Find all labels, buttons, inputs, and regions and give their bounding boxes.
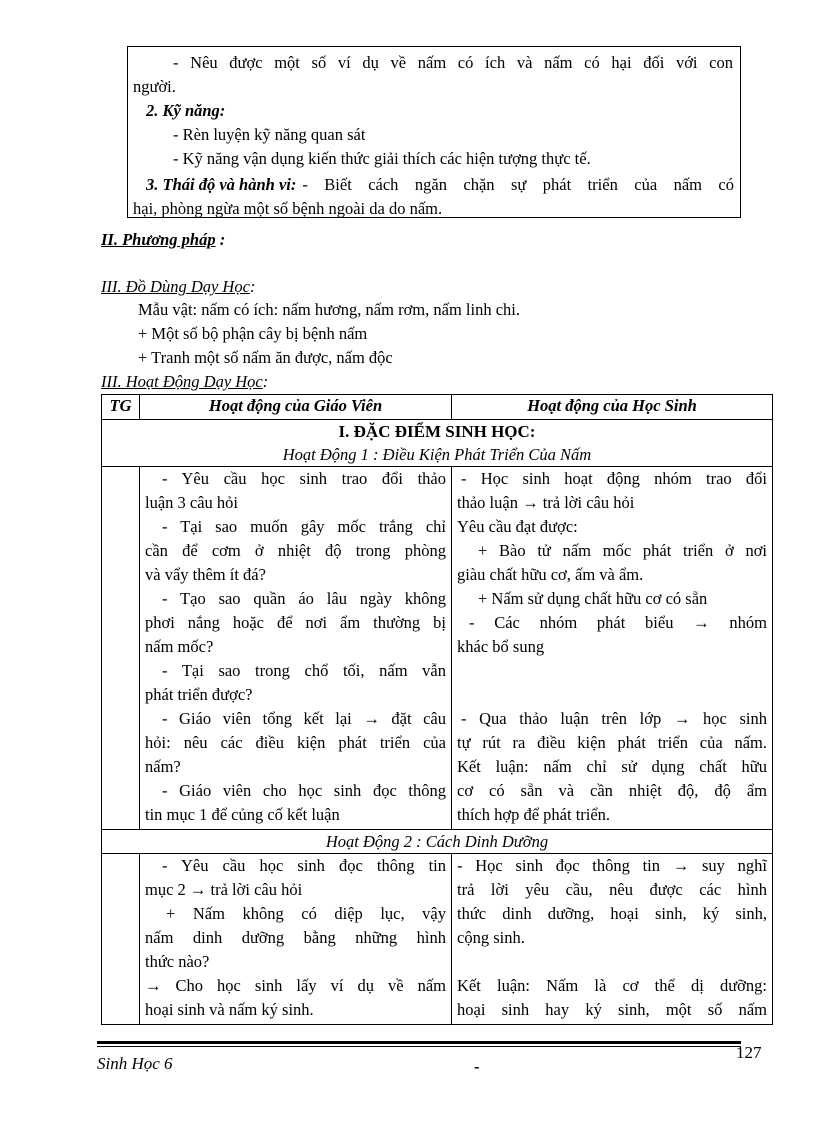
activity2-title: Hoạt Động 2 : Cách Dinh Dưỡng <box>102 830 773 854</box>
table-line: hoại sinh và nấm ký sinh. <box>145 1000 314 1019</box>
header-teacher: Hoạt động của Giáo Viên <box>140 395 452 420</box>
table-line: + Nấm sử dụng chất hữu cơ có sẵn <box>478 589 708 608</box>
tg-cell <box>102 854 140 1025</box>
attitude-heading: 3. Thái độ và hành vi: <box>146 175 297 194</box>
table-line: - Yêu cầu học sinh trao đổi thảo <box>162 469 446 488</box>
table-line: nấm mốc? <box>145 637 214 656</box>
header-student: Hoạt động của Học Sinh <box>452 395 773 420</box>
table-line: luận 3 câu hỏi <box>145 493 239 512</box>
table-line: Yêu cầu đạt được: <box>457 517 578 536</box>
activity1-row <box>102 467 773 830</box>
table-line: tin mục 1 để củng cố kết luận <box>145 805 340 824</box>
table-line: - Yêu cầu học sinh đọc thông tin <box>162 856 446 875</box>
materials-item: + Tranh một số nấm ăn được, nấm độc <box>138 348 393 367</box>
table-line: phát triển được? <box>145 685 253 704</box>
table-line: thích hợp để phát triển. <box>457 805 611 824</box>
skills-heading: 2. Kỹ năng: <box>146 101 226 120</box>
part-title-row <box>102 420 773 467</box>
materials-item: + Một số bộ phận cây bị bệnh nấm <box>138 324 368 343</box>
skill-item: - Kỹ năng vận dụng kiến thức giải thích các hiện tượng thực tế. <box>173 149 591 168</box>
footer-rule-thick <box>97 1041 741 1044</box>
header-tg: TG <box>102 395 140 420</box>
activity2-title-row <box>102 830 773 854</box>
table-line: thảo luận → trả lời câu hỏi <box>457 493 635 512</box>
section-activities-heading: III. Hoạt Động Dạy Học: <box>101 372 269 391</box>
table-line: hoại sinh hay ký sinh, một số nấm <box>457 1000 767 1019</box>
table-line: nấm? <box>145 757 181 776</box>
attitude-text-cont: hại, phòng ngừa một số bệnh ngoài da do nấm. <box>133 199 443 218</box>
section-methods-heading: II. Phương pháp : <box>101 230 226 249</box>
table-line: - Giáo viên cho học sinh đọc thông <box>162 781 446 800</box>
table-line: cộng sinh. <box>457 928 525 947</box>
tg-cell <box>102 467 140 830</box>
table-line: cơ có sẵn và cần nhiệt độ, độ ẩm <box>457 781 767 800</box>
table-line: - Qua thảo luận trên lớp → học sinh <box>461 709 767 728</box>
footer-dash: - <box>474 1057 480 1076</box>
attitude-line <box>146 173 734 197</box>
table-line: giàu chất hữu cơ, ấm và ẩm. <box>457 565 644 584</box>
table-line: Kết luận: Nấm là cơ thể dị dưỡng: <box>457 976 767 995</box>
attitude-text: - Biết cách ngăn chặn sự phát triển của nấm có <box>302 175 734 194</box>
table-line <box>452 659 772 683</box>
skill-item: - Rèn luyện kỹ năng quan sát <box>173 125 366 144</box>
footer-rule-thin <box>97 1046 741 1047</box>
table-line: - Tạo sao quần áo lâu ngày không <box>162 589 446 608</box>
part-title: I. ĐẶC ĐIỂM SINH HỌC: <box>338 422 536 441</box>
activity2-teacher <box>140 854 452 1025</box>
table-line: trả lời yêu cầu, nêu được các hình <box>457 880 767 899</box>
table-line: khác bổ sung <box>457 637 545 656</box>
table-line: - Tại sao trong chổ tối, nấm vẫn <box>162 661 446 680</box>
table-line: mục 2 → trả lời câu hỏi <box>145 880 303 899</box>
objectives-box <box>127 46 741 218</box>
objective-text: người. <box>133 77 176 96</box>
table-line: - Học sinh hoạt động nhóm trao đổi <box>461 469 767 488</box>
materials-item: Mẫu vật: nấm có ích: nấm hương, nấm rơm, nấm linh chi. <box>138 300 520 319</box>
table-line: cần để cơm ở nhiệt độ trong phòng <box>145 541 446 560</box>
table-line: + Bào tử nấm mốc phát triển ở nơi <box>478 541 767 560</box>
objective-text: - Nêu được một số ví dụ về nấm có ích và nấm có hại đối với con <box>173 53 733 72</box>
activity1-student <box>452 467 773 830</box>
table-line: và vẩy thêm ít đá? <box>145 565 266 584</box>
table-line: tự rút ra điều kiện phát triển của nấm. <box>457 733 767 752</box>
activity2-student <box>452 854 773 1025</box>
table-line: - Học sinh đọc thông tin → suy nghĩ <box>457 856 767 875</box>
activity1-teacher <box>140 467 452 830</box>
table-line: thức dinh dưỡng, hoại sinh, ký sinh, <box>457 904 767 923</box>
section-materials-heading: III. Đồ Dùng Dạy Học: <box>101 277 256 296</box>
table-line: Kết luận: nấm chỉ sử dụng chất hữu <box>457 757 767 776</box>
footer-subject: Sinh Học 6 <box>97 1054 173 1073</box>
activity2-row <box>102 854 773 1025</box>
table-line: hỏi: nêu các điều kiện phát triển của <box>145 733 446 752</box>
table-line <box>452 683 772 707</box>
table-line: - Tại sao muốn gây mốc trắng chỉ <box>162 517 446 536</box>
table-line: phơi nắng hoặc để nơi ẩm thường bị <box>145 613 446 632</box>
table-line: → Cho học sinh lấy ví dụ về nấm <box>145 976 446 995</box>
activities-table <box>101 394 773 1025</box>
page-number: 127 <box>736 1043 762 1062</box>
table-line <box>452 950 772 974</box>
table-line: + Nấm không có diệp lục, vậy <box>166 904 446 923</box>
table-line: - Các nhóm phát biểu → nhóm <box>469 613 767 632</box>
table-header-row <box>102 395 773 420</box>
table-line: - Giáo viên tổng kết lại → đặt câu <box>162 709 446 728</box>
table-line: thức nào? <box>145 952 210 971</box>
activity1-title: Hoạt Động 1 : Điều Kiện Phát Triển Của Nấm <box>282 445 592 464</box>
table-line: nấm dinh dưỡng bằng những hình <box>145 928 446 947</box>
